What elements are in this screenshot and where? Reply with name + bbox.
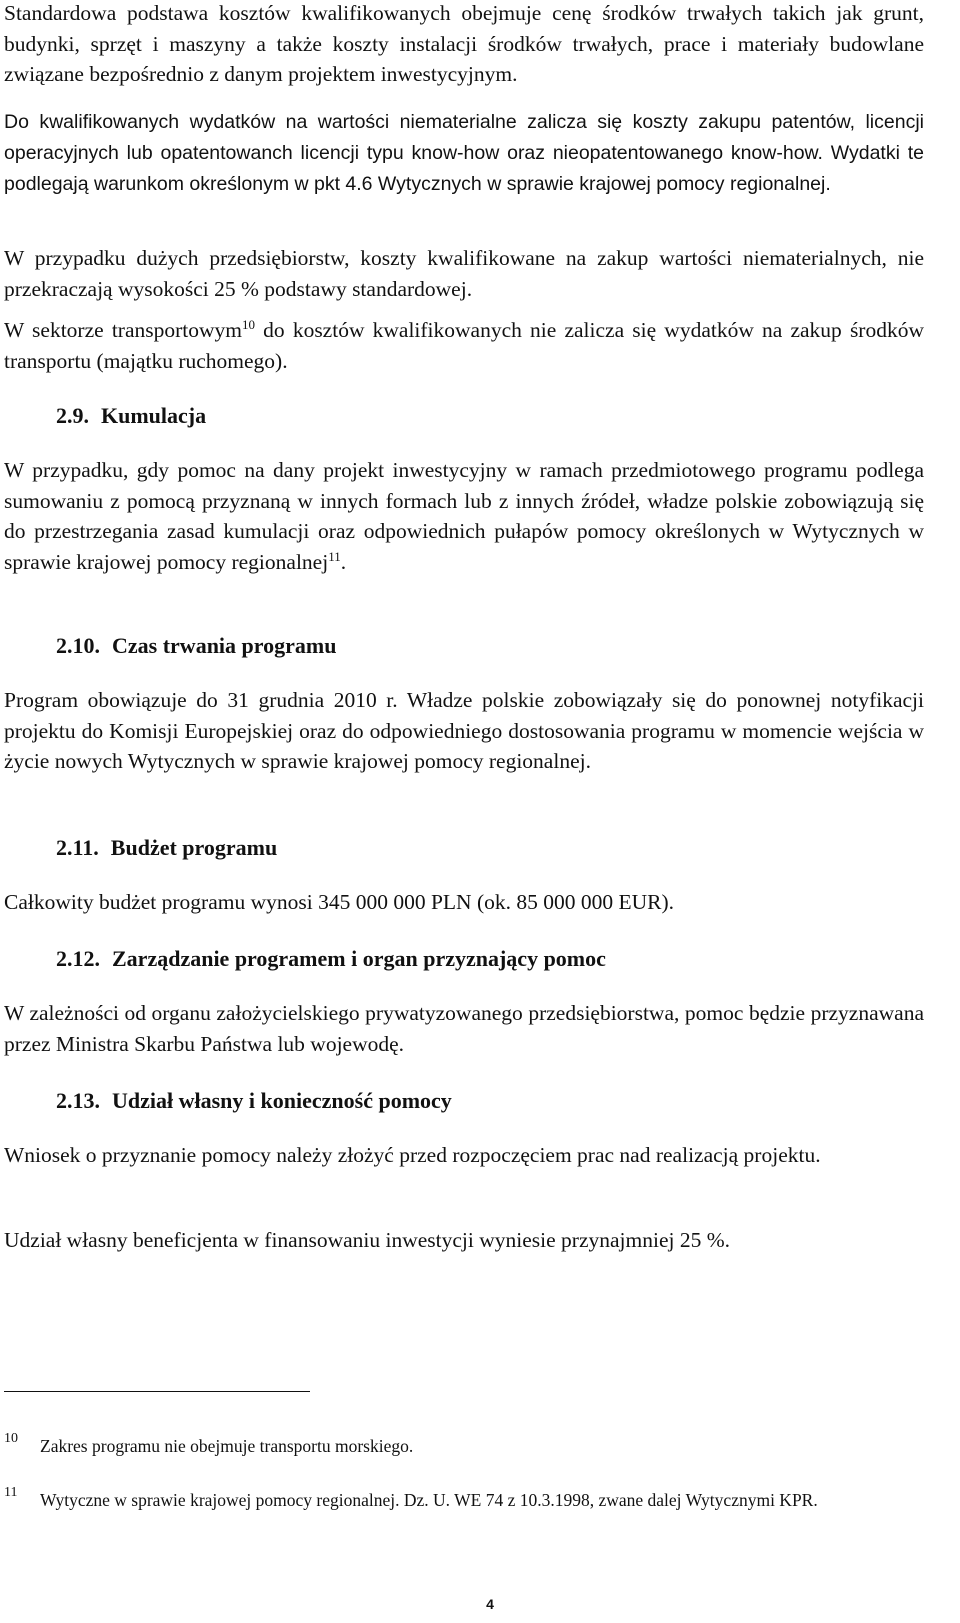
section-title: Zarządzanie programem i organ przyznający pomoc <box>112 946 606 971</box>
section-heading-2-13 <box>56 1087 452 1115</box>
section-number: 2.10. <box>56 633 100 658</box>
footnote-text: Zakres programu nie obejmuje transportu morskiego. <box>40 1436 414 1456</box>
section-number: 2.11. <box>56 835 99 860</box>
section-number: 2.13. <box>56 1088 100 1113</box>
footnote-text: Wytyczne w sprawie krajowej pomocy regionalnej. Dz. U. WE 74 z 10.3.1998, zwane dalej Wytycznymi KPR. <box>40 1490 818 1510</box>
section-number: 2.12. <box>56 946 100 971</box>
footnote-ref-11: 11 <box>328 548 341 564</box>
footnote-number: 11 <box>4 1485 18 1500</box>
section-number: 2.9. <box>56 403 89 428</box>
section-title: Czas trwania programu <box>112 633 337 658</box>
section-title: Budżet programu <box>110 835 278 860</box>
paragraph-text: W przypadku, gdy pomoc na dany projekt inwestycyjny w ramach przedmiotowego programu podlega sumowaniu z pomocą przyznaną w innych formach lub z innych źródeł, władze polskie zobowiązują się do przestrzegania zasad kumulacji oraz odpowiednich pułapów pomocy określonych w Wytycznych w sprawie krajowej pomocy regionalnej <box>4 458 924 574</box>
section-heading-2-12 <box>56 945 606 973</box>
paragraph-aid-application: Wniosek o przyznanie pomocy należy złożyć przed rozpoczęciem prac nad realizacją projektu. <box>4 1143 821 1167</box>
footnote-number: 10 <box>4 1431 18 1446</box>
paragraph-text: . <box>340 549 347 574</box>
section-title: Kumulacja <box>101 403 207 428</box>
paragraph-program-management: W zależności od organu założycielskiego prywatyzowanego przedsiębiorstwa, pomoc będzie przyznawana przez Ministra Skarbu Państwa lub wojewodę. <box>4 1001 924 1056</box>
section-heading-2-10 <box>56 632 336 660</box>
section-heading-2-9 <box>56 402 206 430</box>
paragraph-standard-cost-basis: Standardowa podstawa kosztów kwalifikowanych obejmuje cenę środków trwałych takich jak grunt, budynki, sprzęt i maszyny a także koszty instalacji środków trwałych, prace i materiały budowlane związane bezpośrednio z danym projektem inwestycyjnym. <box>4 1 924 86</box>
paragraph-cumulation <box>4 455 924 577</box>
page-number: 4 <box>486 1596 494 1612</box>
paragraph-program-budget: Całkowity budżet programu wynosi 345 000 000 PLN (ok. 85 000 000 EUR). <box>4 890 675 914</box>
paragraph-transport-sector <box>4 315 924 376</box>
paragraph-text: W sektorze transportowym <box>4 318 243 342</box>
paragraph-own-contribution: Udział własny beneficjenta w finansowaniu inwestycji wyniesie przynajmniej 25 %. <box>4 1228 731 1252</box>
footnote-11 <box>4 1485 924 1513</box>
paragraph-intangible-assets: Do kwalifikowanych wydatków na wartości niematerialne zalicza się koszty zakupu patentów, licencji operacyjnych lub opatentowanch licencji typu know-how oraz nieopatentowanego know-how. Wydatki te podlegają warunkom określonym w pkt 4.6 Wytycznych w sprawie krajowej pomocy regionalnej. <box>4 111 924 195</box>
footnote-ref-10: 10 <box>242 317 256 332</box>
paragraph-program-duration: Program obowiązuje do 31 grudnia 2010 r. Władze polskie zobowiązały się do ponownej notyfikacji projektu do Komisji Europejskiej oraz do odpowiedniego dostosowania programu w momencie wejścia w życie nowych Wytycznych w sprawie krajowej pomocy regionalnej. <box>4 688 924 773</box>
paragraph-text: do kosztów kwalifikowanych nie zalicza się wydatków na zakup środków transportu (majątku ruchomego). <box>4 318 924 373</box>
paragraph-large-enterprises: W przypadku dużych przedsiębiorstw, koszty kwalifikowane na zakup wartości niematerialnych, nie przekraczają wysokości 25 % podstawy standardowej. <box>4 246 924 301</box>
section-title: Udział własny i konieczność pomocy <box>112 1088 452 1113</box>
section-heading-2-11 <box>56 834 277 862</box>
footnote-10 <box>4 1431 924 1459</box>
footnote-separator <box>4 1391 310 1392</box>
